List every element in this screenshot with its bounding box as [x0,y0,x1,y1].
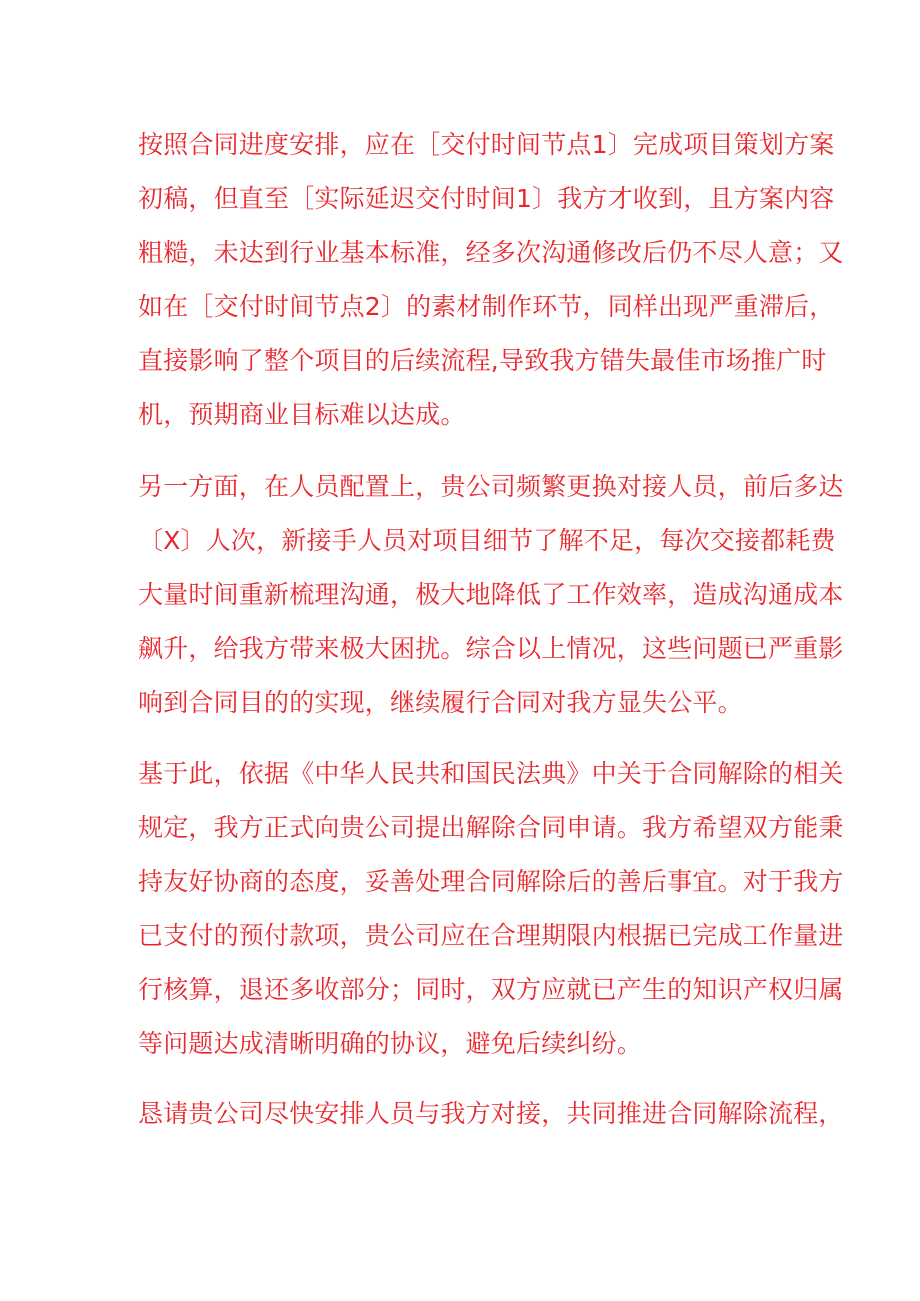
text-line: 初稿，但直至［实际延迟交付时间1〕我方才收到，且方案内容 [138,184,835,213]
text-line: 恳请贵公司尽快安排人员与我方对接，共同推进合同解除流程， [138,1099,844,1128]
text-line: 粗糙，未达到行业基本标准，经多次沟通修改后仍不尽人意；又 [138,238,844,267]
text-line: 已支付的预付款项，贵公司应在合理期限内根据已完成工作量进 [138,921,844,950]
text-line: 飙升，给我方带来极大困扰。综合以上情况，这些问题已严重影 [138,634,844,663]
paragraph-staffing-issues [138,460,844,730]
text-line: 直接影响了整个项目的后续流程,导致我方错失最佳市场推广时 [138,346,827,375]
text-line: 〔X〕人次，新接手人员对项目细节了解不足，每次交接都耗费 [138,526,836,555]
text-line: 按照合同进度安排，应在［交付时间节点1〕完成项目策划方案 [138,130,835,159]
text-line: 大量时间重新梳理沟通，极大地降低了工作效率，造成沟通成本 [138,580,844,609]
text-line: 如在［交付时间节点2〕的素材制作环节，同样出现严重滞后， [138,292,835,321]
text-line: 响到合同目的的实现，继续履行合同对我方显失公平。 [138,688,743,717]
text-line: 机，预期商业目标难以达成。 [138,400,466,429]
text-line: 另一方面，在人员配置上，贵公司频繁更换对接人员，前后多达 [138,472,844,501]
text-line: 基于此，依据《中华人民共和国民法典》中关于合同解除的相关 [138,759,844,788]
text-line: 持友好协商的态度，妥善处理合同解除后的善后事宜。对于我方 [138,867,844,896]
text-line: 规定，我方正式向贵公司提出解除合同申请。我方希望双方能秉 [138,813,844,842]
paragraph-termination-request [138,747,844,1071]
text-line: 行核算，退还多收部分；同时，双方应就已产生的知识产权归属 [138,975,844,1004]
text-line: 等问题达成清晰明确的协议，避免后续纠纷。 [138,1029,643,1058]
paragraph-delivery-delays [138,118,844,442]
paragraph-closing-request [138,1087,844,1141]
